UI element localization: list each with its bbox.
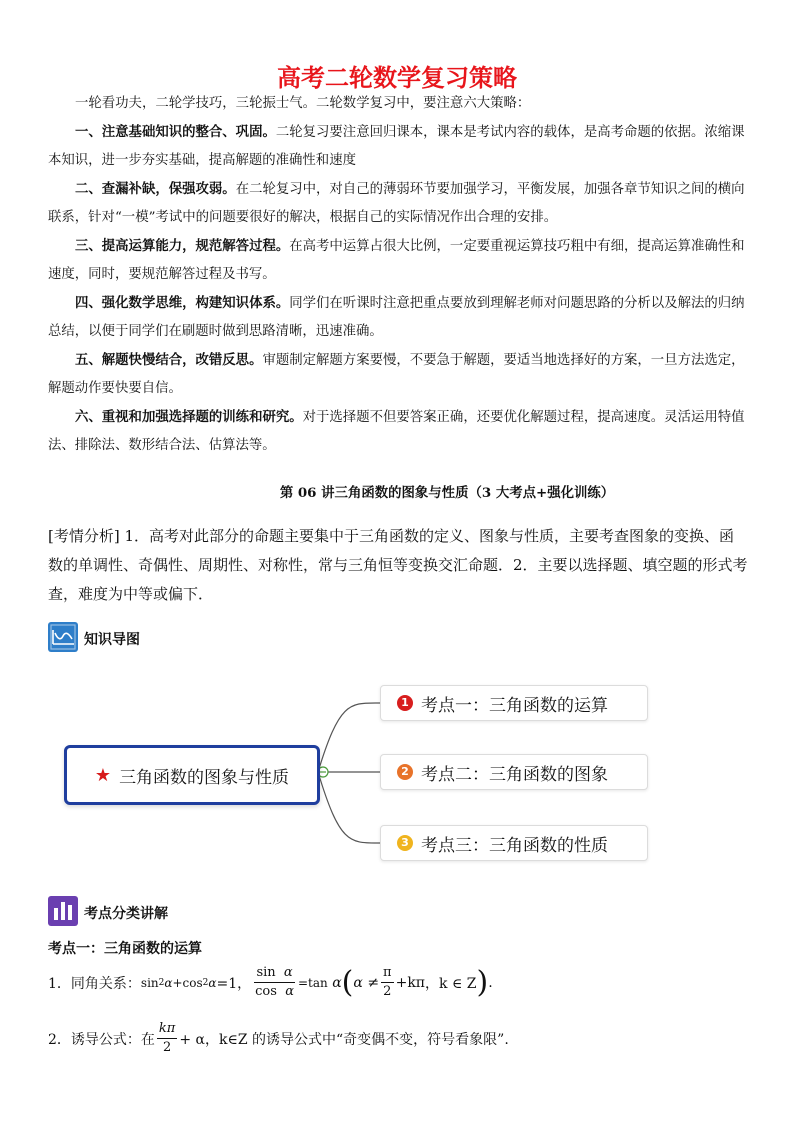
mindmap-center-node <box>64 745 320 805</box>
formula1-frac-cos: cos <box>255 984 277 999</box>
formula1-prefix: 1．同角关系： <box>48 975 141 992</box>
strategy-2-heading: 二、查漏补缺，保强攻弱。 <box>75 181 236 197</box>
strategy-3-text: 在高考中运算占很大比例，一定要重视运算技巧粗中有细，提高运算准确性和速度，同时，要规范解答过程及书写。 <box>48 239 745 282</box>
formula1-fraction <box>253 964 296 1001</box>
strategy-5-text: 审题制定解题方案要慢，不要急于解题，要适当地选择好的方案，一旦方法选定，解题动作要快要自信。 <box>48 353 745 396</box>
formula2-suffix: k∈Z 的诱导公式中“奇变偶不变，符号看象限”. <box>218 1031 509 1048</box>
formula1-frac-sin: sin <box>256 965 276 980</box>
formula1-tan-alpha: α <box>332 974 342 991</box>
formula1-eq-one: =1， <box>216 975 252 992</box>
formula1-sup-b: 2 <box>202 977 209 988</box>
mindmap-branch-3 <box>380 825 648 861</box>
formula1-frac-alpha-d: α <box>285 984 294 999</box>
knowledge-map-heading: 知识导图 <box>84 632 140 648</box>
intro-line: 一轮看功夫，二轮学技巧，三轮振士气。二轮数学复习中，要注意六大策略： <box>75 96 531 111</box>
strategy-4-text: 同学们在听课时注意把重点要放到理解老师对问题思路的分析以及解法的归纳总结，以便于同学们在刷题时做到思路清晰，迅速准确。 <box>48 296 745 339</box>
strategy-6-heading: 六、重视和加强选择题的训练和研究。 <box>75 409 303 425</box>
branch-2-label: 考点二：三角函数的图象 <box>421 764 608 785</box>
section-title: 第 06 讲三角函数的图象与性质（3 大考点+强化训练） <box>279 485 615 501</box>
formula1-alpha-a: α <box>164 975 173 990</box>
bar-chart-icon <box>48 896 78 926</box>
strategy-5-heading: 五、解题快慢结合，改错反思。 <box>75 352 263 368</box>
formula-induction <box>48 1020 509 1057</box>
strategy-6-text: 对于选择题不但要答案正确，还要优化解题过程，提高速度。灵活运用特值法、排除法、数形结合法、估算法等。 <box>48 410 745 453</box>
formula2-plus-alpha: + α， <box>179 1031 219 1048</box>
formula1-plus-kpi: +kπ <box>395 974 426 991</box>
formula1-pi: π <box>381 964 394 983</box>
formula1-k-in-z: ，k ∈ Z <box>425 975 477 992</box>
mindmap-branch-2 <box>380 754 648 790</box>
formula1-eq-tan: =tan <box>297 975 328 990</box>
kaodian-1-title: 考点一：三角函数的运算 <box>48 941 202 957</box>
strategy-1-heading: 一、注意基础知识的整合、巩固。 <box>75 124 276 140</box>
strategy-1-text: 二轮复习要注意回归课本，课本是考试内容的载体，是高考命题的依据。浓缩课本知识，进一步夯实基础，提高解题的准确性和速度 <box>48 125 745 168</box>
strategy-3-heading: 三、提高运算能力，规范解答过程。 <box>75 238 290 254</box>
formula2-prefix: 2．诱导公式：在 <box>48 1031 155 1048</box>
formula1-plus-cos: +cos <box>172 975 203 990</box>
classified-heading: 考点分类讲解 <box>84 906 168 922</box>
star-icon: ★ <box>94 764 112 786</box>
formula1-cond-alpha: α <box>353 974 363 991</box>
formula1-alpha-b: α <box>208 975 217 990</box>
branch-1-label: 考点一：三角函数的运算 <box>421 695 608 716</box>
strategy-2-text: 在二轮复习中，对自己的薄弱环节要加强学习，平衡发展，加强各章节知识之间的横向联系，针对“一模”考试中的问题要很好的解决，根据自己的实际情况作出合理的安排。 <box>48 182 745 225</box>
formula1-two: 2 <box>383 984 392 999</box>
formula1-pi-fraction <box>381 964 394 1001</box>
number-3-icon: 3 <box>397 835 413 851</box>
formula2-frac-den: 2 <box>162 1040 172 1055</box>
formula2-frac-num: kπ <box>157 1020 177 1039</box>
strategy-4-heading: 四、强化数学思维，构建知识体系。 <box>75 295 290 311</box>
branch-3-label: 考点三：三角函数的性质 <box>421 835 608 856</box>
formula2-fraction <box>157 1020 177 1057</box>
mindmap-center-label: 三角函数的图象与性质 <box>119 767 290 788</box>
page-title: 高考二轮数学复习策略 <box>277 64 517 92</box>
formula1-frac-alpha-n: α <box>283 965 293 980</box>
formula-same-angle: 1．同角关系： sin 2 α +cos 2 α =1， $\frac{\text{sin α}}{\text{cos α}}$ =tan α ( α ≠ $\frac{\pi}{2}$ +kπ ，k ∈ Z ) . <box>48 964 493 1000</box>
mindmap-branch-1 <box>380 685 648 721</box>
formula1-end: . <box>488 974 493 991</box>
formula1-ne: ≠ <box>367 974 380 991</box>
exam-analysis: [考情分析] 1．高考对此部分的命题主要集中于三角函数的定义、图象与性质，主要考查图象的变换、函数的单调性、奇偶性、周期性、对称性，常与三角恒等变换交汇命题．2．主要以选择题、填空题的形式考查，难度为中等或偏下． <box>48 527 748 603</box>
number-2-icon: 2 <box>397 764 413 780</box>
number-1-icon: 1 <box>397 695 413 711</box>
formula1-sup-a: 2 <box>158 977 165 988</box>
formula1-sin: sin <box>140 975 159 990</box>
